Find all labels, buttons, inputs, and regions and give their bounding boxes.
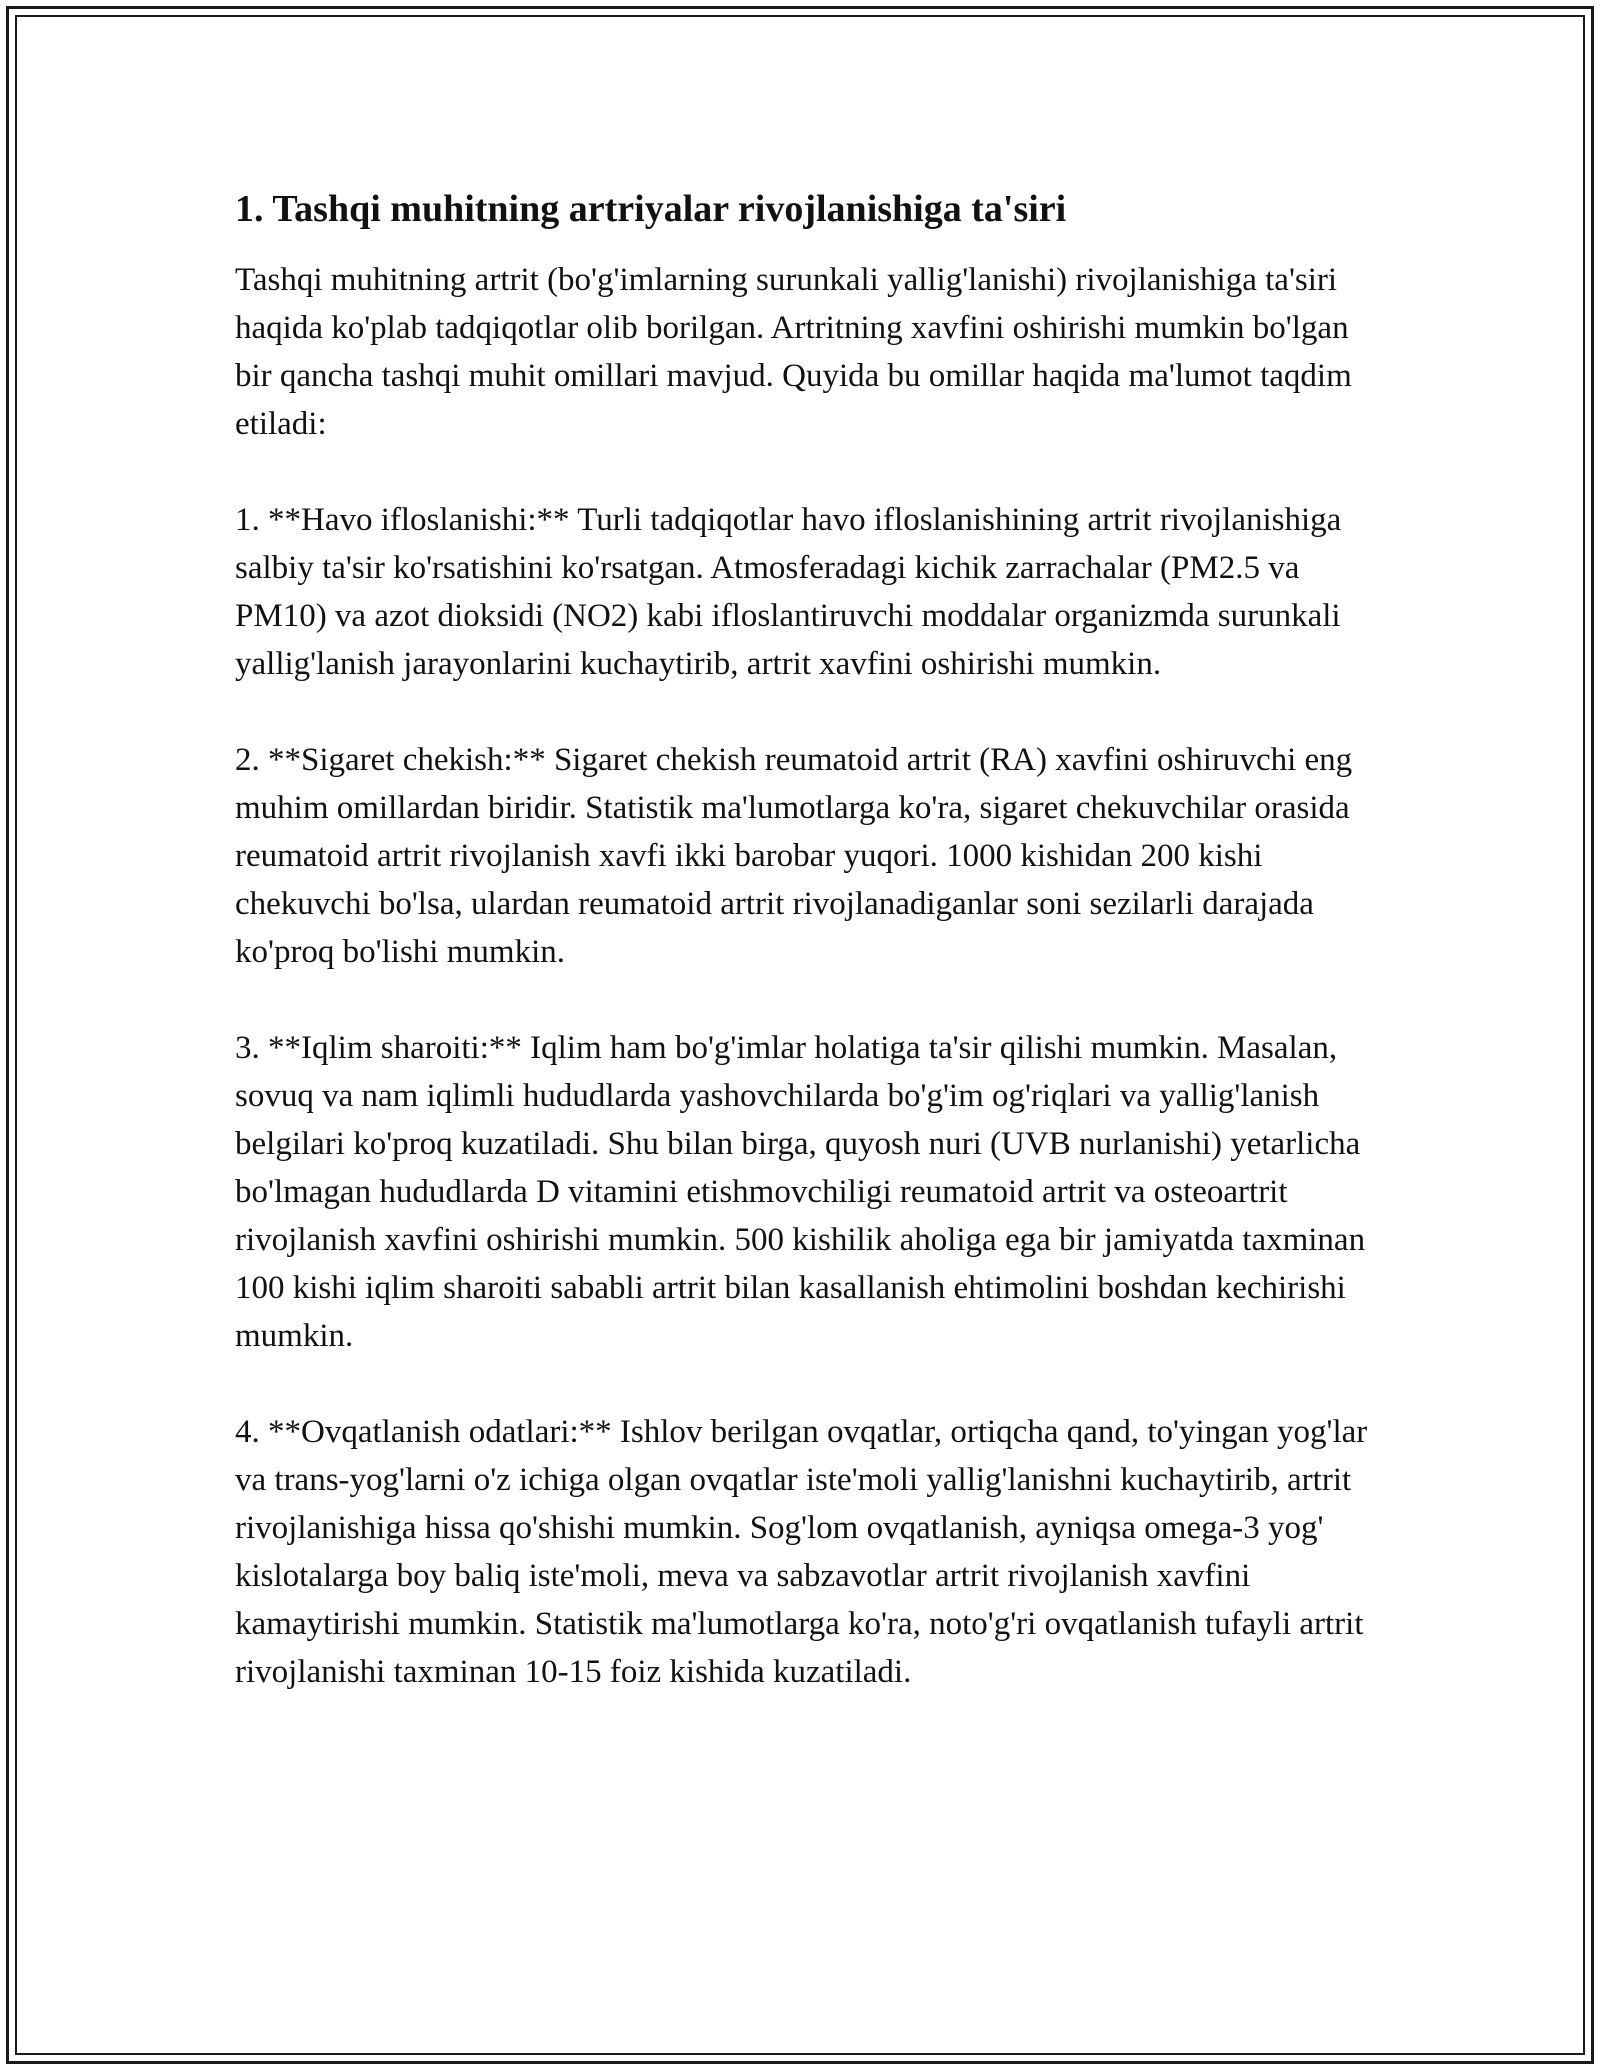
paragraph-smoking: 2. **Sigaret chekish:** Sigaret chekish reumatoid artrit (RA) xavfini oshiruvchi eng muhim omillardan biridir. Statistik ma'lumotlarga ko'ra, sigaret chekuvchilar orasida reumatoid artrit rivojlanish xavfi ikki barobar yuqori. 1000 kishidan 200 kishi chekuvchi bo'lsa, ulardan reumatoid artrit rivojlanadiganlar soni sezilarli darajada ko'proq bo'lishi mumkin. xyxy=(235,742,1353,971)
paragraph-air-pollution: 1. **Havo ifloslanishi:** Turli tadqiqotlar havo ifloslanishining artrit rivojlanishiga salbiy ta'sir ko'rsatishini ko'rsatgan. Atmosferadagi kichik zarrachalar (PM2.5 va PM10) va azot dioksidi (NO2) kabi ifloslantiruvchi moddalar organizmda surunkali yallig'lanish jarayonlarini kuchaytirib, artrit xavfini oshirishi mumkin. xyxy=(235,502,1342,683)
paragraph-climate: 3. **Iqlim sharoiti:** Iqlim ham bo'g'imlar holatiga ta'sir qilishi mumkin. Masalan, sovuq va nam iqlimli hududlarda yashovchilarda bo'g'im og'riqlari va yallig'lanish belgilari ko'proq kuzatiladi. Shu bilan birga, quyosh nuri (UVB nurlanishi) yetarlicha bo'lmagan hududlarda D vitamini etishmovchiligi reumatoid artrit va osteoartrit rivojlanish xavfini oshirishi mumkin. 500 kishilik aholiga ega bir jamiyatda taxminan 100 kishi iqlim sharoiti sababli artrit bilan kasallanish ehtimolini boshdan kechirishi mumkin. xyxy=(235,1030,1366,1355)
paragraph-nutrition: 4. **Ovqatlanish odatlari:** Ishlov berilgan ovqatlar, ortiqcha qand, to'yingan yog'lar va trans-yog'larni o'z ichiga olgan ovqatlar iste'moli yallig'lanishni kuchaytirib, artrit rivojlanishiga hissa qo'shishi mumkin. Sog'lom ovqatlanish, ayniqsa omega-3 yog' kislotalarga boy baliq iste'moli, meva va sabzavotlar artrit rivojlanish xavfini kamaytirishi mumkin. Statistik ma'lumotlarga ko'ra, noto'g'ri ovqatlanish tufayli artrit rivojlanishi taxminan 10-15 foiz kishida kuzatiladi. xyxy=(235,1414,1368,1691)
section-title: 1. Tashqi muhitning artriyalar rivojlanishiga ta'siri xyxy=(235,188,1067,230)
document-body xyxy=(235,185,1385,1744)
intro-paragraph: Tashqi muhitning artrit (bo'g'imlarning surunkali yallig'lanishi) rivojlanishiga ta'siri haqida ko'plab tadqiqotlar olib borilgan. Artritning xavfini oshirishi mumkin bo'lgan bir qancha tashqi muhit omillari mavjud. Quyida bu omillar haqida ma'lumot taqdim etiladi: xyxy=(235,262,1352,443)
